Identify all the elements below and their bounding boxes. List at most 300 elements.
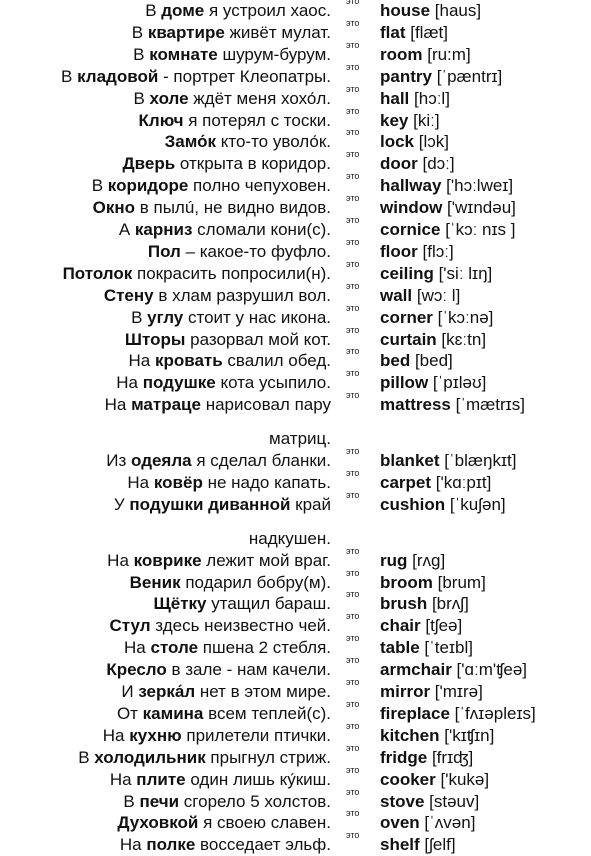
vocab-row	[0, 346, 591, 372]
phrase-continuation: надкушен.	[248, 528, 331, 548]
english-word: chair	[380, 616, 421, 636]
english-word: cushion	[380, 494, 446, 514]
russian-keyword: коврике	[133, 550, 202, 570]
transcription: [ru:m]	[422, 44, 471, 64]
phrase-prefix: На	[128, 351, 155, 371]
english-translation	[380, 834, 456, 856]
russian-phrase	[148, 241, 331, 263]
phrase-suffix: не надо капать.	[202, 472, 331, 492]
english-word: mattress	[380, 395, 451, 415]
transcription: [dɔː]	[417, 154, 455, 174]
english-translation	[380, 241, 454, 263]
phrase-suffix: лежит мой враг.	[201, 550, 331, 570]
vocab-row	[0, 655, 591, 681]
russian-phrase	[133, 44, 331, 66]
phrase-suffix: пшена 2 стебля.	[198, 638, 331, 658]
english-word: stove	[380, 791, 425, 811]
phrase-suffix: всем теплей(с).	[203, 703, 331, 723]
russian-keyword: матраце	[131, 395, 201, 415]
connector-label: это	[346, 149, 360, 160]
phrase-suffix: кота усыпило.	[215, 373, 331, 393]
russian-keyword: Потолок	[62, 263, 133, 283]
russian-keyword: холодильник	[94, 747, 206, 767]
transcription: [kɛːtn]	[436, 329, 487, 349]
russian-keyword: Духовкой	[117, 813, 199, 833]
phrase-prefix: На	[107, 550, 134, 570]
connector-label: это	[346, 0, 360, 6]
english-word: curtain	[380, 329, 437, 349]
phrase-prefix: На	[109, 769, 137, 789]
english-word: flat	[380, 22, 406, 42]
vocab-row	[0, 720, 591, 747]
phrase-prefix: На	[104, 395, 132, 415]
english-word: floor	[380, 241, 418, 261]
phrase-suffix: свалил обед.	[222, 351, 331, 371]
english-word: wall	[380, 285, 413, 305]
connector-label: это	[346, 808, 360, 819]
connector-label: это	[346, 677, 360, 688]
vocab-row	[0, 193, 591, 219]
vocab-row	[0, 545, 591, 572]
connector-label: это	[346, 489, 360, 500]
english-word: door	[380, 154, 418, 174]
english-translation	[380, 285, 460, 307]
english-translation	[380, 110, 440, 132]
russian-keyword: Щётку	[153, 594, 207, 614]
russian-phrase	[130, 572, 331, 594]
transcription: [ˈpæntrɪ]	[431, 66, 503, 86]
phrase-prefix: В	[91, 176, 108, 196]
english-word: fridge	[380, 747, 428, 767]
vocab-row	[0, 611, 591, 637]
connector-label: это	[346, 17, 360, 28]
connector-label: это	[346, 346, 360, 357]
phrase-suffix: прыгнул стриж.	[205, 747, 331, 767]
phrase-prefix: В	[133, 44, 150, 64]
russian-phrase	[165, 131, 331, 153]
connector-label: это	[346, 390, 360, 401]
phrase-suffix: нет в этом мире.	[195, 682, 331, 702]
english-translation	[380, 659, 527, 681]
transcription: [ˈkɔːnə]	[432, 307, 494, 327]
vocab-row	[0, 149, 591, 175]
phrase-suffix: нарисовал пару	[200, 395, 331, 415]
russian-phrase	[110, 615, 331, 637]
english-word: broom	[380, 572, 433, 592]
english-word: carpet	[380, 472, 432, 492]
transcription: ['kukə]	[435, 769, 490, 789]
phrase-suffix: восседает эльф.	[195, 835, 331, 855]
russian-keyword: холе	[149, 88, 189, 108]
russian-phrase	[105, 394, 331, 416]
vocab-row	[0, 83, 591, 110]
russian-phrase	[153, 593, 331, 615]
english-translation	[380, 66, 502, 88]
vocab-row	[0, 236, 591, 263]
connector-label: это	[346, 830, 360, 841]
phrase-suffix: открыта в коридор.	[175, 154, 331, 174]
russian-keyword: Ключ	[138, 110, 184, 130]
connector-label: это	[346, 236, 360, 247]
russian-keyword: квартире	[147, 22, 225, 42]
russian-phrase	[110, 769, 331, 791]
connector-label: это	[346, 764, 360, 775]
phrase-suffix: – какое-то фуфло.	[180, 241, 331, 261]
russian-phrase	[120, 834, 331, 856]
phrase-prefix: От	[116, 703, 143, 723]
transcription: [stəuv]	[424, 791, 480, 811]
english-translation	[380, 88, 450, 110]
russian-keyword: кровать	[154, 351, 223, 371]
english-translation	[380, 131, 449, 153]
english-translation	[380, 472, 491, 494]
vocab-row	[0, 280, 591, 307]
russian-phrase	[145, 0, 331, 22]
phrase-suffix: в зале - нам качели.	[166, 660, 331, 680]
phrase-prefix: В	[123, 791, 140, 811]
phrase-suffix: я потерял с тоски.	[183, 110, 331, 130]
russian-keyword: зерка́л	[138, 682, 196, 702]
connector-label: это	[346, 545, 360, 556]
phrase-suffix: стоит у нас икона.	[183, 307, 331, 327]
connector-label: это	[346, 368, 360, 379]
phrase-prefix: В	[133, 88, 150, 108]
english-word: room	[380, 44, 423, 64]
russian-keyword: подушки диванной	[129, 494, 291, 514]
russian-keyword: столе	[150, 638, 199, 658]
connector-label: это	[346, 193, 360, 204]
phrase-prefix: На	[127, 472, 154, 492]
vocab-row	[0, 39, 591, 66]
phrase-prefix: На	[119, 835, 147, 855]
russian-phrase	[117, 703, 331, 725]
connector-label: это	[346, 611, 360, 622]
phrase-prefix: На	[102, 725, 130, 745]
transcription: [ˈteɪbl]	[419, 638, 473, 658]
russian-keyword: коридоре	[107, 176, 189, 196]
english-translation	[380, 572, 486, 594]
connector-label: это	[346, 589, 360, 600]
transcription: [flɔː]	[417, 241, 454, 261]
english-translation	[380, 703, 536, 725]
russian-phrase	[119, 219, 331, 241]
transcription: [rʌg]	[407, 550, 446, 570]
transcription: [ˈkuʃən]	[445, 494, 506, 514]
transcription: [brum]	[432, 572, 486, 592]
phrase-prefix: В	[61, 66, 78, 86]
english-translation	[380, 197, 516, 219]
english-word: pillow	[380, 373, 429, 393]
russian-phrase	[125, 329, 331, 351]
russian-phrase	[104, 285, 331, 307]
russian-phrase	[133, 88, 331, 110]
transcription: ['hɔːlweɪ]	[441, 176, 514, 196]
vocab-row	[0, 105, 591, 132]
russian-keyword: Стул	[109, 616, 151, 636]
connector-label: это	[346, 215, 360, 225]
russian-phrase	[132, 22, 331, 44]
russian-phrase	[139, 110, 331, 132]
phrase-suffix: полно чепуховен.	[188, 176, 331, 196]
russian-keyword: Стену	[103, 285, 154, 305]
russian-phrase	[107, 550, 331, 572]
russian-phrase	[61, 66, 331, 88]
english-translation	[380, 494, 506, 516]
english-word: pantry	[380, 66, 432, 86]
english-word: shelf	[380, 835, 420, 855]
transcription: ['mɪrə]	[430, 682, 483, 702]
transcription: [bed]	[410, 351, 453, 371]
vocab-row	[0, 489, 591, 516]
transcription: ['ɑːm'ʧeə]	[451, 660, 528, 680]
vocab-row	[0, 446, 591, 472]
transcription: [kiː]	[408, 110, 440, 130]
english-translation	[380, 329, 486, 351]
phrase-prefix: И	[121, 682, 139, 702]
vocab-row	[0, 786, 591, 813]
connector-label: это	[346, 446, 360, 457]
phrase-suffix: шурум-бурум.	[217, 44, 331, 64]
connector-label: это	[346, 324, 360, 335]
english-word: blanket	[380, 451, 440, 471]
english-translation	[380, 219, 516, 241]
phrase-suffix: я своею славен.	[198, 813, 331, 833]
english-translation	[380, 747, 473, 769]
phrase-prefix: У	[113, 494, 130, 514]
transcription: [haus]	[430, 1, 482, 20]
russian-keyword: доме	[161, 1, 205, 20]
connector-label: это	[346, 467, 360, 478]
connector-label: это	[346, 742, 360, 753]
english-word: armchair	[380, 660, 452, 680]
phrase-suffix: - портрет Клеопатры.	[158, 66, 331, 86]
phrase-prefix: В	[131, 307, 148, 327]
english-translation	[380, 350, 453, 372]
phrase-suffix: живёт мулат.	[224, 22, 331, 42]
russian-keyword: Веник	[129, 572, 181, 592]
phrase-suffix: в пылú, не видно видов.	[135, 198, 331, 218]
russian-phrase	[106, 450, 331, 472]
phrase-suffix: разорвал мой кот.	[185, 329, 331, 349]
connector-label: это	[346, 171, 360, 182]
phrase-prefix: В	[78, 747, 95, 767]
english-translation	[380, 450, 516, 472]
connector-label: это	[346, 83, 360, 94]
russian-phrase	[92, 175, 331, 197]
transcription: [ˈʌvən]	[419, 813, 476, 833]
connector-label: это	[346, 633, 360, 644]
vocab-row	[0, 390, 591, 416]
vocab-row	[0, 764, 591, 791]
connector-label: это	[346, 105, 360, 116]
connector-label: это	[346, 127, 360, 138]
vocab-row	[0, 589, 591, 615]
english-translation	[380, 44, 471, 66]
english-word: cooker	[380, 769, 436, 789]
russian-phrase	[78, 747, 331, 769]
vocab-row	[0, 830, 591, 856]
vocab-row	[0, 698, 591, 725]
phrase-suffix: здесь неизвестно чей.	[150, 616, 331, 636]
phrase-prefix: На	[116, 373, 143, 393]
vocab-row	[0, 467, 591, 494]
vocab-row	[0, 302, 591, 329]
connector-label: это	[346, 720, 360, 731]
english-translation	[380, 550, 445, 572]
english-word: hall	[380, 88, 410, 108]
russian-phrase	[131, 307, 331, 329]
english-translation	[380, 615, 462, 637]
english-word: table	[380, 638, 420, 658]
russian-keyword: кухню	[129, 725, 182, 745]
transcription: [ʃelf]	[419, 835, 456, 855]
transcription: [ˈpɪləʊ]	[428, 373, 487, 393]
english-word: key	[380, 110, 409, 130]
vocab-row	[0, 215, 591, 241]
russian-keyword: Шторы	[124, 329, 186, 349]
transcription: [tʃeə]	[420, 616, 463, 636]
russian-phrase	[103, 725, 331, 747]
vocab-row	[0, 17, 591, 44]
english-translation	[380, 372, 486, 394]
english-word: mirror	[380, 682, 431, 702]
english-translation	[380, 593, 469, 615]
russian-keyword: кладовой	[77, 66, 159, 86]
russian-phrase	[123, 791, 331, 813]
english-translation	[380, 307, 493, 329]
english-translation	[380, 175, 513, 197]
vocab-row	[0, 61, 591, 88]
connector-label: это	[346, 567, 360, 578]
transcription: [hɔːl]	[409, 88, 450, 108]
english-translation	[380, 791, 479, 813]
russian-keyword: одеяла	[131, 451, 192, 471]
vocab-row	[0, 677, 591, 703]
russian-phrase	[106, 659, 331, 681]
transcription: [ˈmætrɪs]	[450, 395, 525, 415]
russian-keyword: печи	[139, 791, 180, 811]
phrase-prefix: На	[124, 638, 151, 658]
phrase-suffix: один лишь ку́киш.	[185, 769, 331, 789]
transcription: [wɔː l]	[412, 285, 461, 305]
english-word: window	[380, 198, 443, 218]
vocab-row	[0, 171, 591, 197]
phrase-prefix: В	[145, 1, 162, 20]
transcription: ['siː lɪŋ]	[433, 263, 493, 283]
russian-phrase	[123, 153, 331, 175]
russian-phrase	[124, 637, 331, 659]
phrase-suffix: покрасить попросили(н).	[132, 263, 331, 283]
vocab-row	[0, 368, 591, 394]
vocab-row	[0, 324, 591, 351]
connector-label: это	[346, 39, 360, 50]
phrase-suffix: край	[290, 494, 331, 514]
phrase-prefix: А	[118, 220, 135, 239]
english-word: house	[380, 1, 431, 20]
phrase-suffix: сломали кони(с).	[192, 220, 331, 239]
transcription: [ˈfʌɪəpleɪs]	[449, 703, 536, 723]
phrase-continuation: матриц.	[269, 429, 331, 449]
english-word: fireplace	[380, 703, 450, 723]
transcription: [ˈblæŋkɪt]	[439, 451, 517, 471]
english-translation	[380, 769, 489, 791]
russian-keyword: камина	[142, 703, 204, 723]
transcription: [lɔk]	[414, 132, 449, 152]
russian-keyword: подушке	[142, 373, 216, 393]
russian-phrase	[117, 812, 331, 834]
phrase-suffix: я сделал бланки.	[191, 451, 331, 471]
transcription: [frɪʤ]	[427, 747, 474, 767]
russian-phrase	[63, 263, 331, 285]
english-word: rug	[380, 550, 408, 570]
phrase-prefix: Из	[106, 451, 132, 471]
russian-keyword: Дверь	[122, 154, 176, 174]
connector-label: это	[346, 302, 360, 313]
english-translation	[380, 22, 448, 44]
english-translation	[380, 0, 481, 22]
russian-phrase	[93, 197, 331, 219]
vocab-row	[0, 808, 591, 834]
vocab-row	[0, 127, 591, 153]
english-word: bed	[380, 351, 411, 371]
connector-label: это	[346, 698, 360, 709]
english-translation	[380, 681, 483, 703]
transcription: ['kɪʧɪn]	[439, 725, 495, 745]
connector-label: это	[346, 786, 360, 797]
russian-phrase	[116, 372, 331, 394]
russian-keyword: Окно	[92, 198, 136, 218]
phrase-suffix: подарил бобру(м).	[180, 572, 331, 592]
russian-phrase	[114, 494, 331, 516]
english-word: ceiling	[380, 263, 434, 283]
russian-keyword: плите	[136, 769, 186, 789]
english-translation	[380, 725, 494, 747]
vocab-row	[0, 0, 591, 22]
connector-label: это	[346, 61, 360, 72]
phrase-suffix: сгорело 5 холстов.	[179, 791, 331, 811]
english-word: cornice	[380, 220, 441, 239]
russian-keyword: карниз	[134, 220, 193, 239]
english-word: brush	[380, 594, 428, 614]
phrase-suffix: в хлам разрушил вол.	[153, 285, 331, 305]
transcription: [flæt]	[405, 22, 449, 42]
russian-phrase	[121, 681, 331, 703]
transcription: ['wɪndəu]	[442, 198, 516, 218]
phrase-suffix: утащил бараш.	[206, 594, 331, 614]
english-translation	[380, 637, 473, 659]
phrase-suffix: я устроил хаос.	[204, 1, 331, 20]
english-translation	[380, 812, 475, 834]
vocab-row	[0, 567, 591, 594]
transcription: [brʌʃ]	[427, 594, 469, 614]
english-word: kitchen	[380, 725, 440, 745]
russian-keyword: Кресло	[106, 660, 167, 680]
english-translation	[380, 394, 525, 416]
phrase-suffix: ждёт меня хохо́л.	[188, 88, 331, 108]
phrase-prefix: В	[131, 22, 148, 42]
transcription: ['kɑːpɪt]	[431, 472, 492, 492]
english-word: lock	[380, 132, 415, 152]
phrase-suffix: прилетели птички.	[181, 725, 331, 745]
russian-phrase	[127, 472, 331, 494]
phrase-suffix: кто-то уволо́к.	[216, 132, 331, 152]
english-translation	[380, 153, 455, 175]
russian-keyword: Пол	[147, 241, 181, 261]
connector-label: это	[346, 655, 360, 666]
english-word: corner	[380, 307, 433, 327]
russian-keyword: Замо́к	[164, 132, 217, 152]
english-word: hallway	[380, 176, 442, 196]
